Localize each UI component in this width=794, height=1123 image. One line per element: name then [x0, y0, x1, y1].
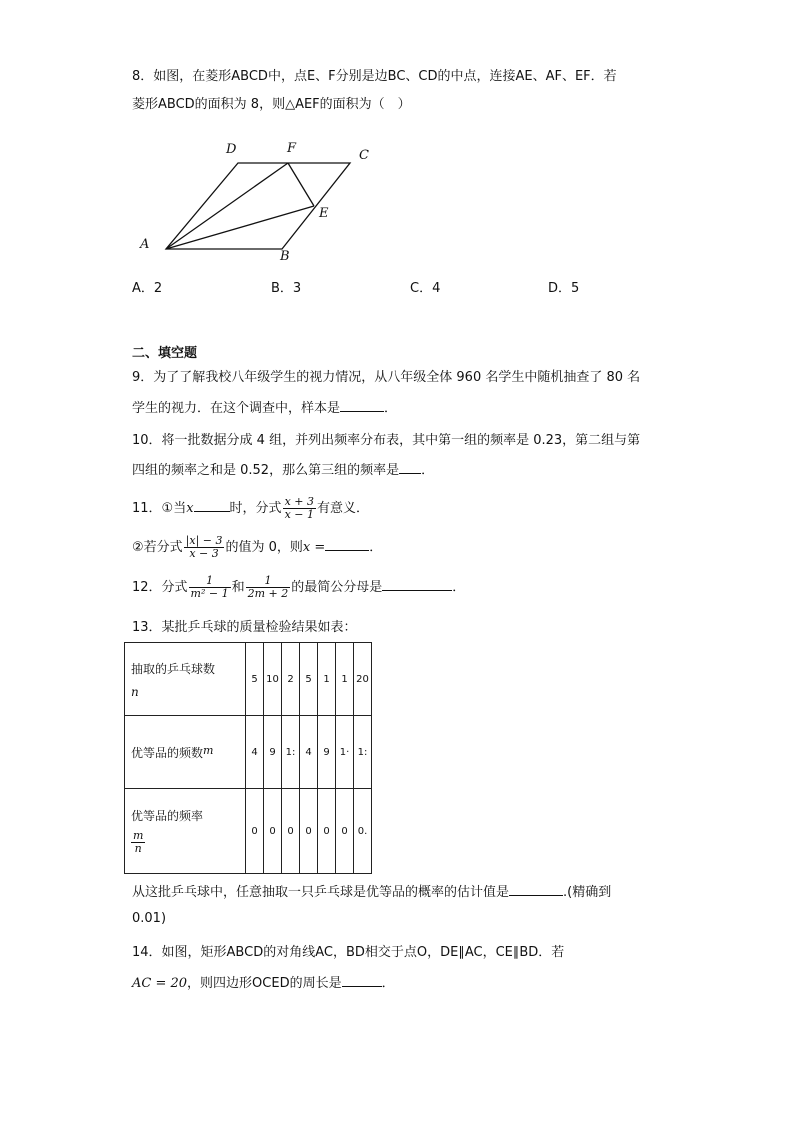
table-cell: 0: [246, 789, 264, 874]
table-cell: 0: [282, 789, 300, 874]
label-b: B: [280, 249, 290, 264]
q14-line1: 14．如图，矩形ABCD的对角线AC，BD相交于点O，DE∥AC，CE∥BD．若: [132, 945, 565, 960]
table-cell: 0: [300, 789, 318, 874]
row-sub: n: [131, 684, 139, 699]
q9-line2: [132, 398, 397, 418]
q14-line2: [132, 973, 395, 993]
q11-p1-num: x + 3: [284, 495, 314, 508]
table-cell: 1:: [354, 716, 372, 789]
table-cell: 4: [246, 716, 264, 789]
q11-part2: [132, 535, 382, 561]
q9-line2-text: 学生的视力．在这个调查中，样本是: [132, 401, 341, 416]
table-cell: 9: [264, 716, 282, 789]
label-c: C: [359, 148, 369, 163]
table-cell: 10: [264, 643, 282, 716]
row-label: 抽取的乒乓球数: [131, 661, 216, 676]
q12-suffix: 的最简公分母是: [291, 580, 383, 595]
q11-p2-prefix: ②若分式: [132, 540, 183, 555]
label-a: A: [140, 237, 150, 252]
q12-f2-num: 1: [246, 575, 291, 588]
q12-fraction-2: [246, 575, 291, 600]
table-cell: 9: [318, 716, 336, 789]
q12-line: [132, 575, 465, 601]
q11-p1-den: x − 1: [284, 508, 314, 521]
q11-p2-mid: 的值为 0，则: [225, 540, 303, 555]
table-cell: 5: [246, 643, 264, 716]
q11-p1-mid: 时，分式: [229, 501, 282, 516]
q8-line2: 菱形ABCD的面积为 8，则△AEF的面积为（ ）: [132, 97, 411, 112]
table-cell: 1: [336, 643, 354, 716]
q11-p1-blank[interactable]: [194, 498, 230, 512]
table-cell: 1·: [336, 716, 354, 789]
q11-p1-end: 有意义．: [316, 501, 369, 516]
q8-choice-d: D．5: [548, 281, 580, 296]
label-f: F: [287, 141, 297, 156]
row-header: [125, 643, 246, 716]
q10-line2: [132, 460, 434, 480]
segment-ef: [288, 163, 314, 206]
row-fraction: [131, 830, 145, 855]
q10-line2-text: 四组的频率之和是 0.52，那么第三组的频率是: [132, 463, 400, 478]
q13-after1: 从这批乒乓球中，任意抽取一只乒乓球是优等品的概率的估计值是: [132, 885, 510, 900]
q10-end: ．: [421, 463, 435, 478]
q11-p2-num: |x| − 3: [185, 534, 223, 547]
row-header: [125, 789, 246, 874]
q13-answer-blank[interactable]: [509, 882, 563, 896]
q12-prefix: 12．分式: [132, 580, 188, 595]
row-label: 优等品的频率: [131, 809, 204, 823]
table-row: [125, 643, 372, 716]
table-row: [125, 716, 372, 789]
q11-p2-blank[interactable]: [325, 537, 369, 551]
q8-choice-b: B．3: [271, 281, 302, 296]
q11-p2-var: x =: [302, 540, 326, 555]
section-title: 二、填空题: [132, 346, 198, 361]
rhombus-figure: [120, 130, 400, 270]
q12-f1-num: 1: [189, 575, 231, 588]
row-frac-den: n: [134, 842, 142, 855]
q12-fraction-1: [189, 575, 231, 600]
q14-line2-mid: ，则四边形OCED的周长是: [187, 976, 342, 991]
table-cell: 5: [300, 643, 318, 716]
table-cell: 0.: [354, 789, 372, 874]
q12-end: ．: [452, 580, 466, 595]
label-d: D: [226, 142, 237, 157]
table-cell: 0: [336, 789, 354, 874]
q13-after-line1: [132, 882, 611, 902]
q8-choice-a: A．2: [132, 281, 163, 296]
row-header: [125, 716, 246, 789]
q8-choice-c: C．4: [410, 281, 441, 296]
q13-after2: 0.01): [132, 911, 167, 926]
q10-line1: 10．将一批数据分成 4 组，并列出频率分布表，其中第一组的频率是 0.23，第二组与第: [132, 433, 641, 448]
table-cell: 0: [318, 789, 336, 874]
q11-part1: [132, 496, 369, 522]
q12-mid: 和: [231, 580, 245, 595]
q9-end: ．: [384, 401, 398, 416]
segment-ae: [166, 206, 314, 249]
q14-condition: AC = 20: [132, 976, 188, 991]
q12-answer-blank[interactable]: [382, 577, 452, 591]
q11-p2-end: ．: [369, 540, 383, 555]
q12-f1-den: m² − 1: [190, 587, 229, 600]
q13-title: 13．某批乒乓球的质量检验结果如表：: [132, 620, 357, 635]
table-cell: 20: [354, 643, 372, 716]
q14-answer-blank[interactable]: [342, 973, 382, 987]
table-row: [125, 789, 372, 874]
table-cell: 4: [300, 716, 318, 789]
q9-answer-blank[interactable]: [340, 398, 384, 412]
q10-answer-blank[interactable]: [399, 460, 421, 474]
table-cell: 1:: [282, 716, 300, 789]
q12-f2-den: 2m + 2: [247, 587, 289, 600]
q13-table: [124, 642, 372, 874]
row-sub: m: [203, 743, 214, 757]
table-cell: 0: [264, 789, 282, 874]
label-e: E: [319, 206, 329, 221]
q11-p2-fraction: [184, 535, 225, 560]
table-cell: 2: [282, 643, 300, 716]
q8-line1: 8．如图，在菱形ABCD中，点E、F分别是边BC、CD的中点，连接AE、AF、EF．若: [132, 69, 617, 84]
q11-p1-var: x: [186, 501, 194, 516]
table-cell: 1: [318, 643, 336, 716]
q9-line1: 9．为了了解我校八年级学生的视力情况，从八年级全体 960 名学生中随机抽查了 80 名: [132, 370, 641, 385]
row-frac-num: m: [133, 829, 144, 842]
q14-end: ．: [381, 976, 395, 991]
q11-p1-prefix: 11．①当: [132, 501, 187, 516]
q13-after1-end: .(精确到: [563, 885, 612, 900]
row-label: 优等品的频数: [131, 745, 204, 760]
q11-p1-fraction: [283, 496, 316, 521]
q11-p2-den: x − 3: [189, 547, 219, 560]
